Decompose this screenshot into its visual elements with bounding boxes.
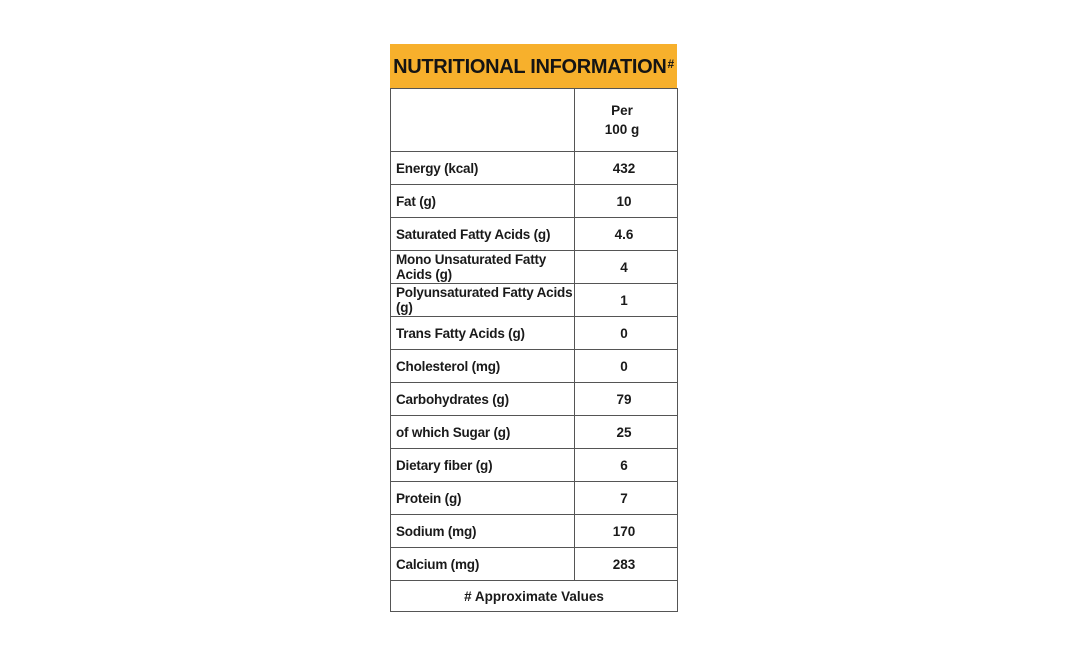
nutrient-value: 10 bbox=[575, 185, 678, 218]
nutrient-value: 25 bbox=[575, 416, 678, 449]
nutrient-label: Fat (g) bbox=[391, 185, 575, 218]
nutrient-value: 79 bbox=[575, 383, 678, 416]
nutrient-label: Mono Unsaturated Fatty Acids (g) bbox=[391, 251, 575, 284]
table-row bbox=[391, 317, 678, 350]
table-row bbox=[391, 284, 678, 317]
nutrient-value: 0 bbox=[575, 350, 678, 383]
header-empty-cell bbox=[391, 89, 575, 152]
nutrition-table bbox=[390, 88, 678, 612]
nutrient-label: Cholesterol (mg) bbox=[391, 350, 575, 383]
footnote-text: # Approximate Values bbox=[391, 581, 678, 612]
table-row bbox=[391, 350, 678, 383]
nutrient-value: 7 bbox=[575, 482, 678, 515]
table-row bbox=[391, 251, 678, 284]
nutrient-value: 1 bbox=[575, 284, 678, 317]
nutrient-value: 283 bbox=[575, 548, 678, 581]
table-row bbox=[391, 218, 678, 251]
nutrient-value: 4.6 bbox=[575, 218, 678, 251]
nutrient-label: Energy (kcal) bbox=[391, 152, 575, 185]
nutrient-label: Trans Fatty Acids (g) bbox=[391, 317, 575, 350]
nutrient-label: Sodium (mg) bbox=[391, 515, 575, 548]
nutrient-value: 170 bbox=[575, 515, 678, 548]
table-header-row bbox=[391, 89, 678, 152]
table-row bbox=[391, 383, 678, 416]
nutrient-label: Protein (g) bbox=[391, 482, 575, 515]
table-row bbox=[391, 152, 678, 185]
nutrition-title-marker: # bbox=[667, 57, 674, 71]
nutrient-value: 6 bbox=[575, 449, 678, 482]
nutrient-value: 4 bbox=[575, 251, 678, 284]
nutrition-panel bbox=[390, 44, 677, 612]
nutrient-label: Dietary fiber (g) bbox=[391, 449, 575, 482]
header-per-cell bbox=[575, 89, 678, 152]
table-row bbox=[391, 482, 678, 515]
per-label: Per bbox=[611, 103, 633, 118]
table-row bbox=[391, 416, 678, 449]
nutrition-title-text: NUTRITIONAL INFORMATION bbox=[393, 55, 667, 78]
nutrient-label: Saturated Fatty Acids (g) bbox=[391, 218, 575, 251]
nutrient-label: of which Sugar (g) bbox=[391, 416, 575, 449]
per-amount: 100 g bbox=[604, 122, 640, 137]
table-row bbox=[391, 515, 678, 548]
table-row bbox=[391, 548, 678, 581]
footnote-row bbox=[391, 581, 678, 612]
nutrient-label: Polyunsaturated Fatty Acids (g) bbox=[391, 284, 575, 317]
nutrient-value: 432 bbox=[575, 152, 678, 185]
nutrient-value: 0 bbox=[575, 317, 678, 350]
table-row bbox=[391, 449, 678, 482]
nutrient-label: Carbohydrates (g) bbox=[391, 383, 575, 416]
nutrient-label: Calcium (mg) bbox=[391, 548, 575, 581]
table-row bbox=[391, 185, 678, 218]
nutrition-title bbox=[390, 44, 677, 88]
